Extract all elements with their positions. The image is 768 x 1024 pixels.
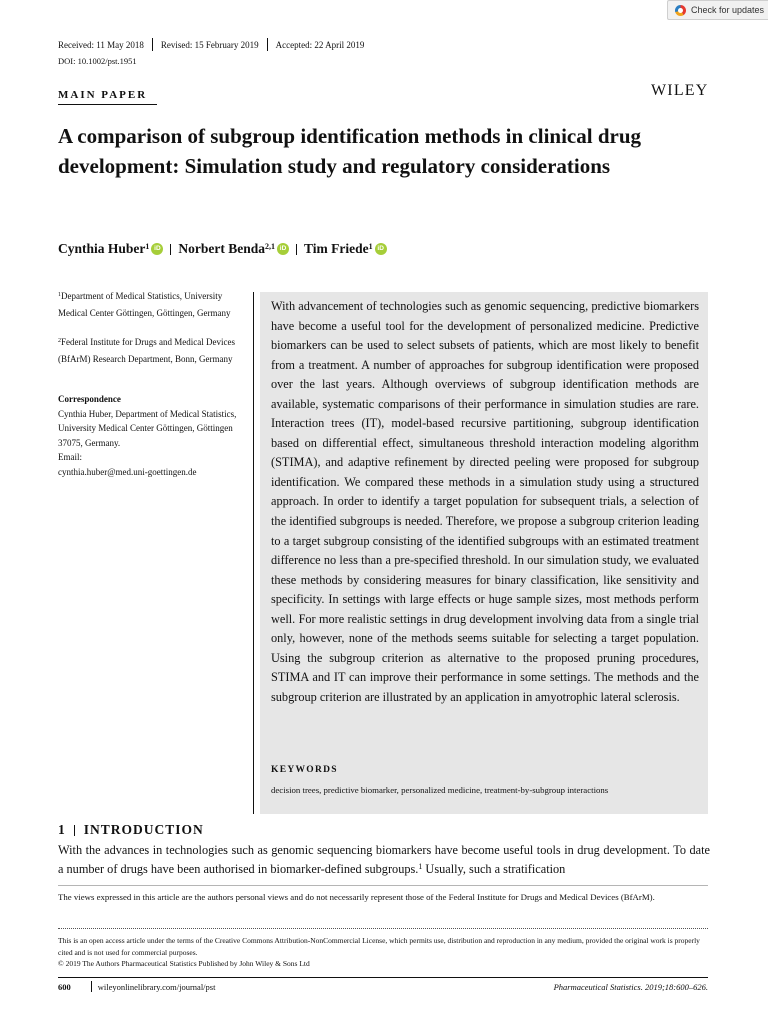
affiliation-1 xyxy=(58,289,248,320)
affiliation-number: 2 xyxy=(58,338,61,344)
crossmark-icon xyxy=(675,5,686,16)
accepted-date: Accepted: 22 April 2019 xyxy=(275,39,365,50)
column-divider xyxy=(253,292,254,814)
orcid-icon[interactable]: iD xyxy=(151,243,163,255)
divider xyxy=(152,38,153,51)
author-affiliation-ref: 1 xyxy=(145,241,150,251)
divider xyxy=(91,981,92,992)
article-dates xyxy=(58,38,364,51)
correspondence xyxy=(58,392,248,479)
divider xyxy=(74,825,75,836)
article-title: A comparison of subgroup identification methods in clinical drug development: Simulation study and regulatory considerations xyxy=(58,124,642,178)
journal-citation: Pharmaceutical Statistics. 2019;18:600–626. xyxy=(553,981,708,992)
footnote-divider xyxy=(58,885,708,886)
journal-url[interactable]: wileyonlinelibrary.com/journal/pst xyxy=(97,981,216,992)
affiliation-text: Department of Medical Statistics, University Medical Center Göttingen, Göttingen, Germany xyxy=(58,291,231,318)
correspondence-text: Cynthia Huber, Department of Medical Statistics, University Medical Center Göttingen, Göttingen 37075, Germany. xyxy=(58,408,237,448)
orcid-icon[interactable]: iD xyxy=(375,243,387,255)
author-affiliation-ref: 1 xyxy=(368,241,373,251)
section-number: 1 xyxy=(58,822,66,837)
divider xyxy=(170,244,171,255)
affiliation-2 xyxy=(58,335,248,366)
affiliation-text: Federal Institute for Drugs and Medical Devices (BfArM) Research Department, Bonn, Germany xyxy=(58,337,235,364)
keywords-list: decision trees, predictive biomarker, personalized medicine, treatment-by-subgroup interactions xyxy=(271,785,609,795)
email-link[interactable]: cynthia.huber@med.uni-goettingen.de xyxy=(58,466,197,477)
author-name: Norbert Benda xyxy=(178,241,266,256)
author-list xyxy=(58,241,387,257)
email-label: Email: xyxy=(58,452,82,462)
keywords-heading: KEYWORDS xyxy=(271,765,338,775)
author-affiliation-ref: 2,1 xyxy=(265,241,276,251)
check-for-updates-button[interactable] xyxy=(667,0,768,20)
section-title: INTRODUCTION xyxy=(83,822,204,837)
dotted-divider xyxy=(58,928,708,929)
author-name: Tim Friede xyxy=(304,241,369,256)
introduction-paragraph xyxy=(58,841,710,880)
author-name: Cynthia Huber xyxy=(58,241,146,256)
received-date: Received: 11 May 2018 xyxy=(58,39,144,50)
citation-ref[interactable]: 1 xyxy=(418,862,423,871)
footer-divider xyxy=(58,977,708,978)
disclaimer-footnote: The views expressed in this article are the authors personal views and do not necessarily represent those of the Federal Institute for Drugs and Medical Devices (BfArM). xyxy=(58,892,655,902)
correspondence-heading: Correspondence xyxy=(58,394,121,404)
intro-text-part: Usually, such a stratification xyxy=(422,862,566,876)
revised-date: Revised: 15 February 2019 xyxy=(160,39,259,50)
page-footer xyxy=(58,981,708,992)
section-heading-introduction xyxy=(58,822,204,838)
intro-text-part: With the advances in technologies such as genomic sequencing biomarkers have become useful tools in drug development. To date a number of drugs have been authorised in biomarker-defined subgroups. xyxy=(58,843,710,876)
publisher-logo: WILEY xyxy=(651,82,709,99)
affiliation-number: 1 xyxy=(58,292,61,298)
abstract-text: With advancement of technologies such as genomic sequencing, predictive biomarkers have become a useful tool for the development of personalized medicine. Predictive biomarkers can be used to select subsets of patients, which are most likely to benefit from a treatment. A number of approaches for subgroup identification were proposed over the last years. Although overviews of subgroup identification methods are available, systematic comparisons of their performance in simulation studies are rare. Interaction trees (IT), model-based recursive partitioning, subgroup identification based on differential effect, simultaneous threshold interaction modeling algorithm (STIMA), and adaptive refinement by directed peeling were proposed for subgroup identification. We compared these methods in a simulation study using a structured approach. In order to identify a target population for subsequent trials, a selection of the identified subgroups is needed. Therefore, we propose a subgroup criterion leading to a target subgroup consisting of the identified subgroups with an estimated treatment difference no less than a pre-specified threshold. In our simulation study, we evaluated these methods by considering measures for binary classification, like sensitivity and specificity. In settings with large effects or huge sample sizes, most methods perform well. For more realistic settings in drug development involving data from a single trial only, however, none of the methods seems suitable for selecting a target population. Using the subgroup criterion as alternative to the proposed pruning procedures, STIMA and IT can improve their performance in some settings. The methods and the subgroup criterion are illustrated by an application in amyotrophic lateral sclerosis. xyxy=(271,299,699,704)
orcid-icon[interactable]: iD xyxy=(277,243,289,255)
divider xyxy=(267,38,268,51)
license-text: This is an open access article under the terms of the Creative Commons Attribution-NonCommercial License, which permits use, distribution and reproduction in any medium, provided the original work is properly cited and is not used for commercial purposes. xyxy=(58,936,700,957)
divider xyxy=(296,244,297,255)
section-label: MAIN PAPER xyxy=(58,89,148,101)
page-number: 600 xyxy=(58,981,71,992)
section-underline xyxy=(58,104,157,105)
check-for-updates-label: Check for updates xyxy=(691,5,765,15)
doi[interactable]: DOI: 10.1002/pst.1951 xyxy=(58,56,137,66)
license-notice xyxy=(58,935,710,970)
copyright-text: © 2019 The Authors Pharmaceutical Statistics Published by John Wiley & Sons Ltd xyxy=(58,959,310,968)
